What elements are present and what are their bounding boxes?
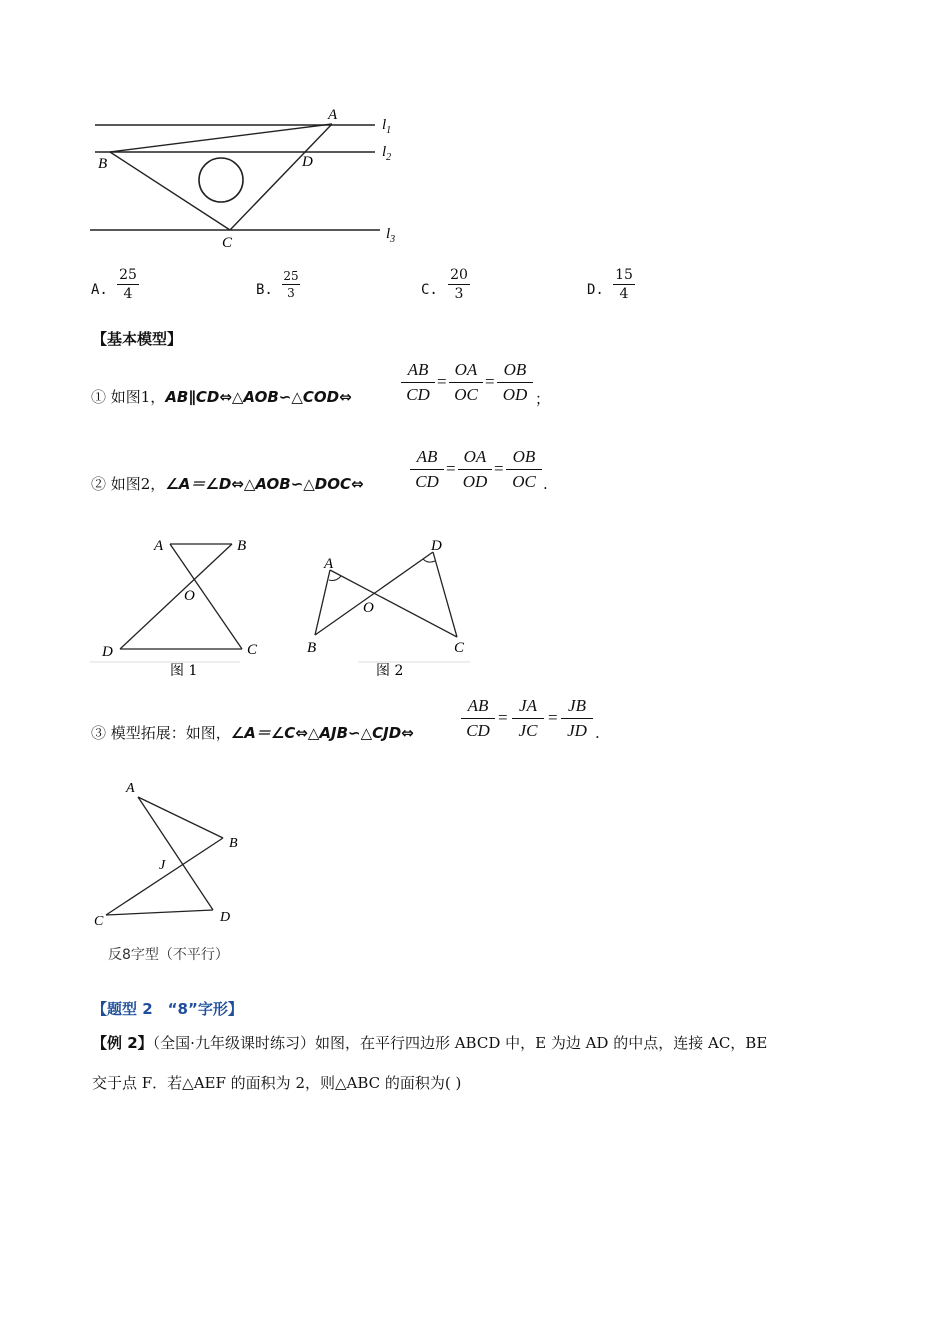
label-d: D <box>302 154 313 170</box>
item1-eq-2: = <box>485 372 495 391</box>
model-item-2 <box>91 473 364 494</box>
item3-end: . <box>595 724 600 742</box>
item2-f2-num: OA <box>458 445 492 470</box>
fig3-segment-bc <box>106 838 223 915</box>
item1-f3-num: OB <box>497 358 533 383</box>
fig1-segment-bd <box>120 544 232 649</box>
fig2-label-b: B <box>307 640 317 656</box>
segment-ab <box>110 124 332 152</box>
item2-f2-den: OD <box>462 472 488 491</box>
item2-fraction-1 <box>410 445 444 494</box>
fig2-label-a: A <box>324 556 334 572</box>
figure-2 <box>300 530 480 685</box>
item3-f1-num: AB <box>461 694 495 719</box>
item1-fraction-1 <box>401 358 435 407</box>
fig1-label-b: B <box>237 538 247 554</box>
fig2-angle-a-arc <box>329 576 341 581</box>
item1-prefix: ① 如图1， <box>91 388 166 406</box>
label-b: B <box>98 156 108 172</box>
item3-fraction-3 <box>561 694 593 743</box>
item2-fraction-3 <box>506 445 542 494</box>
fig2-angle-d-arc <box>423 559 435 562</box>
item1-end: ； <box>535 390 551 408</box>
item2-end: . <box>543 475 548 493</box>
fig2-segment-dc <box>433 552 457 637</box>
option-b-fraction <box>282 268 300 301</box>
item1-condition: AB∥CD⇔△AOB∽△COD⇔ <box>165 388 352 406</box>
fig3-label-j: J <box>159 858 166 873</box>
option-d-num: 15 <box>613 266 635 285</box>
figure-1 <box>90 530 270 685</box>
item2-f3-den: OC <box>512 472 536 491</box>
item2-condition: ∠A＝∠D⇔△AOB∽△DOC⇔ <box>165 475 364 493</box>
example-2-text-1: （全国·九年级课时练习）如图，在平行四边形 ABCD 中，E 为边 AD 的中点，连接 AC，BE <box>152 1034 768 1052</box>
model-item-1 <box>91 386 352 407</box>
option-b-letter: B. <box>256 282 273 298</box>
example-2-tag: 【例 2】 <box>92 1034 153 1052</box>
fig1-label-a: A <box>154 538 164 554</box>
fig2-label-c: C <box>454 640 465 656</box>
item3-condition: ∠A＝∠C⇔△AJB∽△CJD⇔ <box>230 724 414 742</box>
option-a-num: 25 <box>117 266 139 285</box>
label-l1: $l_1$ <box>382 117 392 136</box>
segment-ac <box>230 124 332 230</box>
option-c-fraction <box>448 266 470 303</box>
option-c-num: 20 <box>448 266 470 285</box>
label-l3: $l_3$ <box>386 226 396 245</box>
item1-f2-num: OA <box>449 358 483 383</box>
item3-f2-num: JA <box>512 694 544 719</box>
option-d-den: 4 <box>619 286 629 302</box>
item3-prefix: ③ 模型拓展：如图， <box>91 724 231 742</box>
parallel-lines-triangle-figure <box>80 100 420 255</box>
item3-f3-den: JD <box>567 721 587 740</box>
item1-eq-1: = <box>437 372 447 391</box>
option-b-den: 3 <box>287 286 295 300</box>
item2-fraction-2 <box>458 445 492 494</box>
fig3-caption: 反8字型（不平行） <box>108 947 229 963</box>
fig1-label-d: D <box>102 644 113 660</box>
fig1-label-c: C <box>247 642 258 658</box>
fig3-label-d: D <box>220 910 231 925</box>
fig3-segment-ab <box>138 797 223 838</box>
label-l2: $l_2$ <box>382 144 392 163</box>
figure-3 <box>88 775 258 970</box>
item3-fraction-2 <box>512 694 544 743</box>
item1-f1-num: AB <box>401 358 435 383</box>
item2-prefix: ② 如图2， <box>91 475 166 493</box>
type2-heading: 【题型 2 “8”字形】 <box>92 1000 243 1018</box>
example-2-line-2: 交于点 F．若△AEF 的面积为 2，则△ABC 的面积为( ) <box>92 1074 462 1092</box>
item3-eq-1: = <box>498 708 508 727</box>
fig1-label-o: O <box>184 588 195 604</box>
option-b-num: 25 <box>283 269 299 283</box>
option-c-letter: C. <box>421 282 438 298</box>
item1-f1-den: CD <box>406 385 430 404</box>
fig1-segment-ac <box>170 544 242 649</box>
item2-eq-1: = <box>446 459 456 478</box>
fig2-caption: 图 2 <box>376 663 404 679</box>
option-a-den: 4 <box>123 286 133 302</box>
label-a: A <box>328 107 338 123</box>
item3-f3-num: JB <box>561 694 593 719</box>
inscribed-circle <box>199 158 243 202</box>
option-d-fraction <box>613 266 635 303</box>
option-a-fraction <box>117 266 139 303</box>
item3-eq-2: = <box>548 708 558 727</box>
item1-f2-den: OC <box>454 385 478 404</box>
item2-f1-num: AB <box>410 445 444 470</box>
item1-f3-den: OD <box>502 385 528 404</box>
fig3-label-b: B <box>229 836 238 851</box>
item2-f3-num: OB <box>506 445 542 470</box>
option-c-den: 3 <box>454 286 464 302</box>
item1-fraction-3 <box>497 358 533 407</box>
model-item-3 <box>91 722 414 743</box>
fig2-label-o: O <box>363 600 374 616</box>
option-a-letter: A. <box>91 282 108 298</box>
item1-fraction-2 <box>449 358 483 407</box>
fig2-label-d: D <box>431 538 442 554</box>
item3-f1-den: CD <box>466 721 490 740</box>
item2-f1-den: CD <box>415 472 439 491</box>
basic-model-heading: 【基本模型】 <box>92 330 183 348</box>
example-2-line-1 <box>92 1032 767 1053</box>
fig3-label-a: A <box>126 781 135 796</box>
label-c: C <box>222 235 233 251</box>
fig3-segment-cd <box>106 910 213 915</box>
fig1-caption: 图 1 <box>170 663 198 679</box>
item3-fraction-1 <box>461 694 495 743</box>
item2-eq-2: = <box>494 459 504 478</box>
fig3-segment-ad <box>138 797 213 910</box>
fig3-label-c: C <box>94 914 104 929</box>
segment-bc <box>110 152 230 230</box>
item3-f2-den: JC <box>518 721 538 740</box>
option-d-letter: D. <box>587 282 604 298</box>
